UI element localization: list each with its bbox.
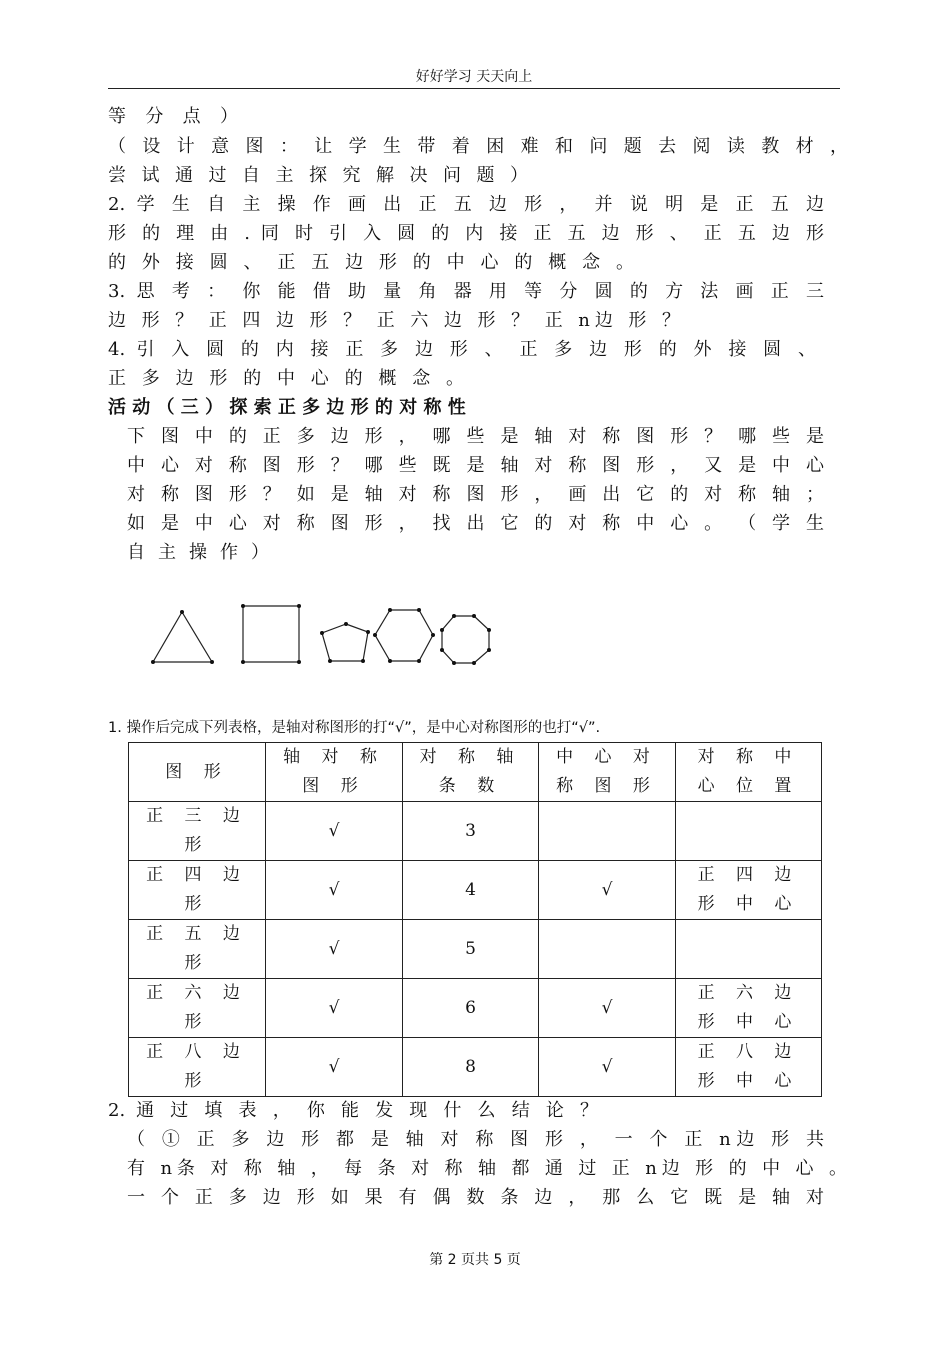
table-row — [129, 1038, 822, 1097]
text-line: 尝 试 通 过 自 主 探 究 解 决 问 题 ） — [108, 165, 528, 186]
center-position-cell: 正 四 边 形 中 心 — [676, 861, 822, 920]
triangle-shape — [153, 612, 212, 662]
regular-polygons-figure — [140, 598, 520, 678]
text-line: 4. 引 入 圆 的 内 接 正 多 边 形 、 正 多 边 形 的 外 接 圆 、 — [108, 339, 816, 360]
axial-check-cell: √ — [266, 1038, 403, 1097]
table-header-row — [129, 743, 822, 802]
shape-cell: 正 三 边 形 — [129, 802, 266, 861]
hexagon-shape — [375, 610, 433, 661]
axis-count-cell: 5 — [403, 920, 539, 979]
axial-check-cell: √ — [266, 861, 403, 920]
header-cell: 中 心 对 称 图 形 — [539, 743, 676, 802]
table-caption: 1. 操作后完成下列表格，是轴对称图形的打“√”，是中心对称图形的也打“√”. — [108, 720, 601, 736]
header-cell: 对 称 轴 条 数 — [403, 743, 539, 802]
central-check-cell: √ — [539, 1038, 676, 1097]
table-row — [129, 861, 822, 920]
shape-cell: 正 六 边 形 — [129, 979, 266, 1038]
text-line: 如 是 中 心 对 称 图 形 ， 找 出 它 的 对 称 中 心 。 （ 学 生 — [127, 513, 824, 534]
axis-count-cell: 8 — [403, 1038, 539, 1097]
central-check-cell: √ — [539, 979, 676, 1038]
center-position-cell — [676, 920, 822, 979]
shape-cell: 正 八 边 形 — [129, 1038, 266, 1097]
shape-cell: 正 五 边 形 — [129, 920, 266, 979]
text-line: （ 设 计 意 图 ： 让 学 生 带 着 困 难 和 问 题 去 阅 读 教 材 ， — [108, 136, 848, 157]
header-cell: 轴 对 称 图 形 — [266, 743, 403, 802]
axial-check-cell: √ — [266, 920, 403, 979]
table-row — [129, 802, 822, 861]
axis-count-cell: 6 — [403, 979, 539, 1038]
text-line: 下 图 中 的 正 多 边 形 ， 哪 些 是 轴 对 称 图 形 ？ 哪 些 是 — [127, 426, 824, 447]
text-line: 的 外 接 圆 、 正 五 边 形 的 中 心 的 概 念 。 — [108, 252, 634, 273]
header-rule — [108, 88, 840, 89]
square-shape — [243, 606, 299, 662]
shape-cell: 正 四 边 形 — [129, 861, 266, 920]
axial-check-cell: √ — [266, 802, 403, 861]
axial-check-cell: √ — [266, 979, 403, 1038]
octagon-shape — [442, 616, 489, 663]
central-check-cell: √ — [539, 861, 676, 920]
text-line: 中 心 对 称 图 形 ？ 哪 些 既 是 轴 对 称 图 形 ， 又 是 中 心 — [127, 455, 824, 476]
text-line: 自 主 操 作 ） — [127, 542, 269, 563]
pentagon-shape — [322, 624, 368, 661]
axis-count-cell: 4 — [403, 861, 539, 920]
text-line: 一 个 正 多 边 形 如 果 有 偶 数 条 边 ， 那 么 它 既 是 轴 对 — [127, 1187, 824, 1208]
center-position-cell — [676, 802, 822, 861]
activity-heading: 活 动 （ 三 ） 探 索 正 多 边 形 的 对 称 性 — [108, 397, 466, 418]
center-position-cell: 正 八 边 形 中 心 — [676, 1038, 822, 1097]
text-line: 有 n条 对 称 轴 ， 每 条 对 称 轴 都 通 过 正 n边 形 的 中 心 。 — [127, 1158, 847, 1179]
text-line: 2. 学 生 自 主 操 作 画 出 正 五 边 形 ， 并 说 明 是 正 五 边 — [108, 194, 824, 215]
text-line: 等 分 点 ） — [108, 106, 238, 127]
text-line: 正 多 边 形 的 中 心 的 概 念 。 — [108, 368, 464, 389]
table-row — [129, 979, 822, 1038]
header-cell: 图 形 — [129, 743, 266, 802]
text-line: 2. 通 过 填 表 ， 你 能 发 现 什 么 结 论 ？ — [108, 1100, 598, 1121]
page-header: 好好学习 天天向上 — [415, 69, 533, 85]
axis-count-cell: 3 — [403, 802, 539, 861]
central-check-cell — [539, 802, 676, 861]
text-line: 形 的 理 由 . 同 时 引 入 圆 的 内 接 正 五 边 形 、 正 五 边 形 — [108, 223, 824, 244]
header-cell: 对 称 中 心 位 置 — [676, 743, 822, 802]
text-line: 边 形 ？ 正 四 边 形 ？ 正 六 边 形 ？ 正 n边 形 ？ — [108, 310, 680, 331]
page-footer: 第 2 页共 5 页 — [429, 1252, 521, 1268]
text-line: 对 称 图 形 ？ 如 是 轴 对 称 图 形 ， 画 出 它 的 对 称 轴 ； — [127, 484, 824, 505]
central-check-cell — [539, 920, 676, 979]
center-position-cell: 正 六 边 形 中 心 — [676, 979, 822, 1038]
text-line: （ ① 正 多 边 形 都 是 轴 对 称 图 形 ， 一 个 正 n边 形 共 — [127, 1129, 824, 1150]
table-row — [129, 920, 822, 979]
text-line: 3. 思 考 ： 你 能 借 助 量 角 器 用 等 分 圆 的 方 法 画 正 三 — [108, 281, 824, 302]
symmetry-table — [128, 742, 822, 1097]
